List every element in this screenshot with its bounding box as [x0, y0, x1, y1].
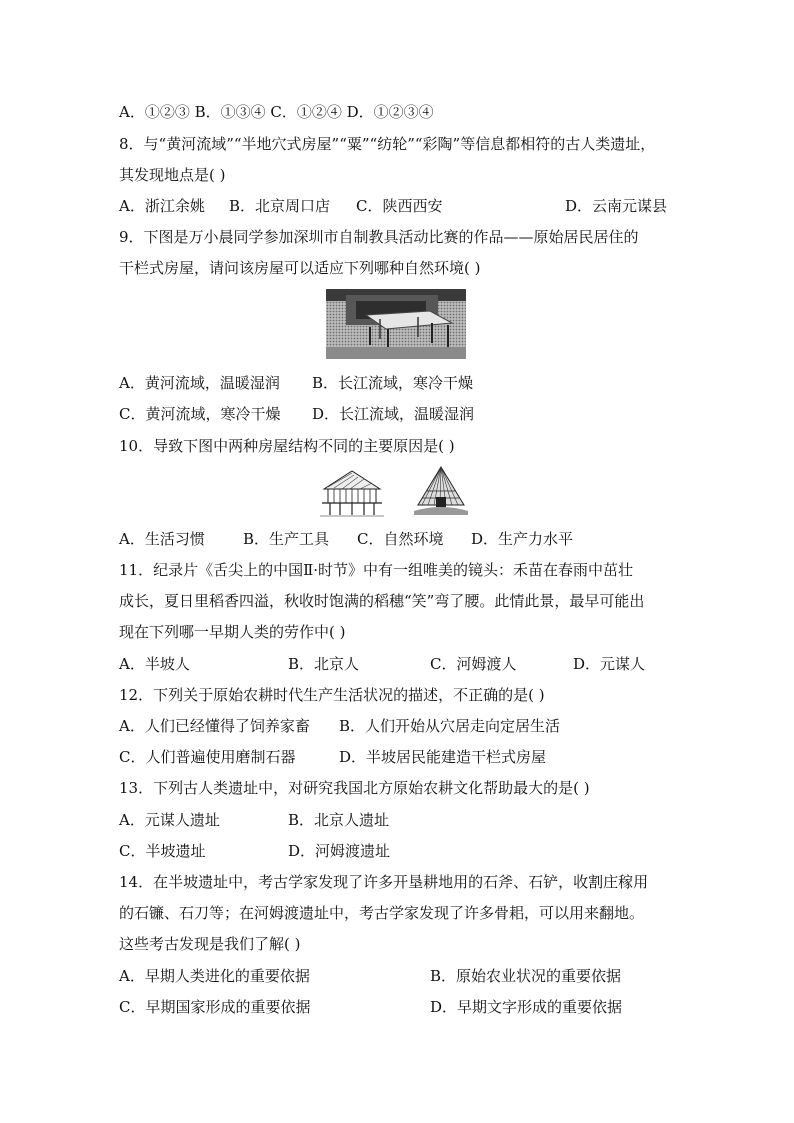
q13-option-d: D．河姆渡遗址 [288, 842, 391, 860]
q10-option-d: D．生产力水平 [471, 530, 574, 548]
stilt-house-model-photo [326, 289, 466, 359]
q14-option-a: A．早期人类进化的重要依据 [119, 967, 310, 985]
q14-stem-line3: 这些考古发现是我们了解( ) [119, 935, 301, 953]
q10-stem: 10．导致下图中两种房屋结构不同的主要原因是( ) [119, 437, 455, 455]
q8-option-a: A．浙江余姚 [119, 197, 205, 215]
q9-option-d: D．长江流域，温暖湿润 [312, 405, 475, 423]
q12-option-c: C．人们普遍使用磨制石器 [119, 748, 296, 766]
q11-stem-line2: 成长，夏日里稻香四溢，秋收时饱满的稻穗“笑”弯了腰。此情此景，最早可能出 [119, 592, 645, 610]
stilt-house-drawing [318, 467, 386, 517]
q8-stem-line2: 其发现地点是( ) [119, 166, 226, 184]
q9-option-b: B．长江流域，寒冷干燥 [312, 374, 474, 392]
q11-option-b: B．北京人 [288, 655, 360, 673]
q14-option-b: B．原始农业状况的重要依据 [430, 967, 622, 985]
q7-options: A．①②③ B．①③④ C．①②④ D．①②③④ [119, 103, 434, 121]
q11-option-d: D．元谋人 [573, 655, 646, 673]
q9-option-a: A．黄河流域，温暖湿润 [119, 374, 280, 392]
q12-option-d: D．半坡居民能建造干栏式房屋 [339, 748, 547, 766]
q12-option-a: A．人们已经懂得了饲养家畜 [119, 717, 310, 735]
q11-stem-line3: 现在下列哪一早期人类的劳作中( ) [119, 623, 346, 641]
q8-option-c: C．陕西西安 [356, 197, 443, 215]
q12-stem: 12．下列关于原始农耕时代生产生活状况的描述，不正确的是( ) [119, 686, 545, 704]
q14-stem-line2: 的石镰、石刀等；在河姆渡遗址中，考古学家发现了许多骨耜，可以用来翻地。 [119, 904, 645, 922]
q14-option-d: D．早期文字形成的重要依据 [430, 998, 623, 1016]
q12-option-b: B．人们开始从穴居走向定居生活 [339, 717, 561, 735]
q10-option-a: A．生活习惯 [119, 530, 205, 548]
q13-stem: 13．下列古人类遗址中，对研究我国北方原始农耕文化帮助最大的是( ) [119, 779, 590, 797]
q11-option-c: C．河姆渡人 [430, 655, 517, 673]
q11-stem-line1: 11．纪录片《舌尖上的中国Ⅱ·时节》中有一组唯美的镜头：禾苗在春雨中茁壮 [119, 561, 634, 579]
q13-option-c: C．半坡遗址 [119, 842, 206, 860]
semi-subterranean-house-drawing [414, 465, 468, 519]
q8-option-b: B．北京周口店 [229, 197, 331, 215]
q9-stem-line2: 干栏式房屋，请问该房屋可以适应下列哪种自然环境( ) [119, 259, 481, 277]
q14-stem-line1: 14．在半坡遗址中，考古学家发现了许多开垦耕地用的石斧、石铲，收割庄稼用 [119, 873, 649, 891]
q14-option-c: C．早期国家形成的重要依据 [119, 998, 311, 1016]
q13-option-a: A．元谋人遗址 [119, 811, 220, 829]
q9-stem-line1: 9．下图是万小晨同学参加深圳市自制教具活动比赛的作品——原始居民居住的 [119, 228, 639, 246]
q10-option-c: C．自然环境 [357, 530, 444, 548]
q9-option-c: C．黄河流域，寒冷干燥 [119, 405, 281, 423]
q10-option-b: B．生产工具 [243, 530, 330, 548]
q8-option-d: D．云南元谋县 [565, 197, 668, 215]
q11-option-a: A．半坡人 [119, 655, 190, 673]
q13-option-b: B．北京人遗址 [288, 811, 390, 829]
q8-stem-line1: 8．与“黄河流域”“半地穴式房屋”“粟”“纺轮”“彩陶”等信息都相符的古人类遗址， [119, 135, 656, 153]
